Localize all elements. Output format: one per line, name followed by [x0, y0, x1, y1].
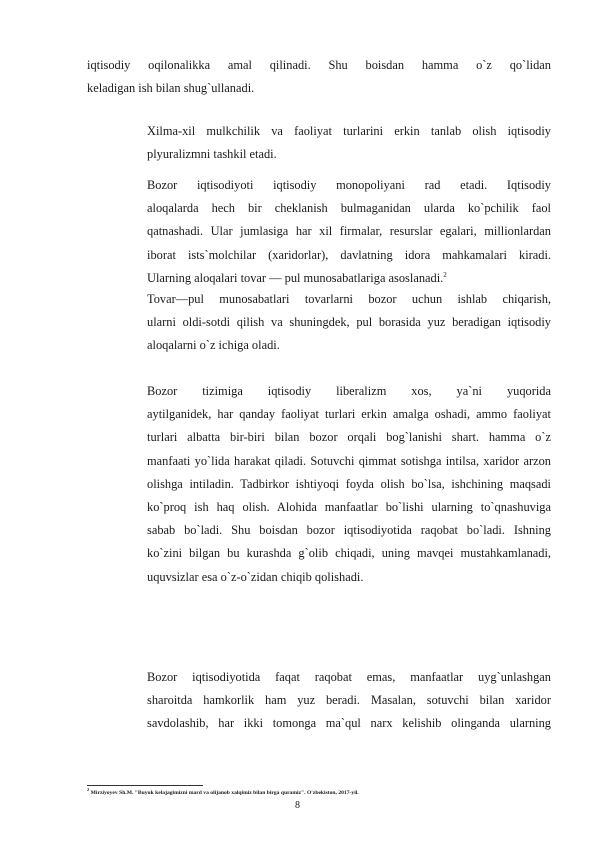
text-line: sharoitda hamkorlik ham yuz beradi. Masalan, sotuvchi bilan xaridor [147, 693, 551, 708]
text-line: ko`zini bilgan bu kurashda g`olib chiqadi, uning mavqei mustahkamlanadi, [147, 546, 551, 561]
text-line: ularni oldi-sotdi qilish va shuningdek, pul borasida yuz beradigan iqtisodiy [147, 315, 551, 330]
text-line: olishga intiladin. Tadbirkor ishtiyoqi foyda olish bo`lsa, ishchining maqsadi [147, 476, 551, 491]
paragraph-4 [87, 288, 551, 358]
page-number: 8 [295, 800, 300, 811]
text-line: uquvsizlar esa o`z-o`zidan chiqib qolishadi. [147, 569, 364, 584]
text-line: qatnashadi. Ular jumlasiga har xil firmalar, resurslar egalari, millionlardan [147, 224, 551, 239]
footnote-separator [87, 785, 203, 786]
text-line: Bozor iqtisodiyotida faqat raqobat emas, manfaatlar uyg`unlashgan [147, 670, 551, 684]
footnote-mark: 2 [87, 787, 90, 793]
text-line: iborat ists`molchilar (xaridorlar), davlatning idora mahkamalari kiradi. [147, 247, 551, 262]
footnote [87, 787, 359, 796]
text-line: ko`proq ish haq olish. Alohida manfaatlar bo`lishi ularning to`qnashuviga [147, 500, 551, 515]
text-line: Bozor tizimiga iqtisodiy liberalizm xos, ya`ni yuqorida [147, 384, 551, 398]
text-line [87, 267, 551, 290]
text-line: iqtisodiy oqilonalikka amal qilinadi. Shu boisdan hamma o`z qo`lidan [87, 58, 551, 72]
text-line-content: Ularning aloqalari tovar — pul munosabatlariga asoslanadi. [147, 270, 444, 285]
text-line: keladigan ish bilan shug`ullanadi. [87, 81, 255, 96]
text-line: Xilma-xil mulkchilik va faoliyat turlarini erkin tanlab olish iqtisodiy [147, 124, 551, 138]
paragraph-2 [87, 120, 551, 166]
text-line: aytilganidek, har qanday faoliyat turlari erkin amalga oshadi, ammo faoliyat [147, 407, 551, 422]
text-line: turlari albatta bir-biri bilan bozor orqali bog`lanishi shart. hamma o`z [147, 430, 551, 445]
paragraph-5 [87, 380, 551, 589]
text-line: aloqalarni o`z ichiga oladi. [147, 338, 280, 353]
text-line: aloqalarda hech bir cheklanish bulmaganidan ularda ko`pchilik faol [147, 201, 551, 216]
text-line: sabab bo`ladi. Shu boisdan bozor iqtisodiyotida raqobat bo`ladi. Ishning [147, 523, 551, 538]
paragraph-3 [87, 174, 551, 290]
footnote-reference[interactable]: 2 [443, 270, 447, 279]
text-line: Bozor iqtisodiyoti iqtisodiy monopoliyani rad etadi. Iqtisodiy [147, 178, 551, 192]
paragraph-6 [87, 666, 551, 736]
text-line: manfaati yo`lida harakat qiladi. Sotuvchi qimmat sotishga intilsa, xaridor arzon [147, 453, 551, 468]
footnote-text: Mirziyoyev Sh.M. "Buyuk kelajagimizni mard va olijanob xalqimiz bilan birga quramiz". O'zbekiston, 2017-yil. [90, 790, 359, 796]
text-line: savdolashib, har ikki tomonga ma`qul narx kelishib olinganda ularning [147, 716, 551, 731]
text-line: Tovar—pul munosabatlari tovarlarni bozor uchun ishlab chiqarish, [147, 292, 551, 306]
text-line: plyuralizmni tashkil etadi. [147, 147, 277, 162]
paragraph-1 [87, 54, 551, 100]
